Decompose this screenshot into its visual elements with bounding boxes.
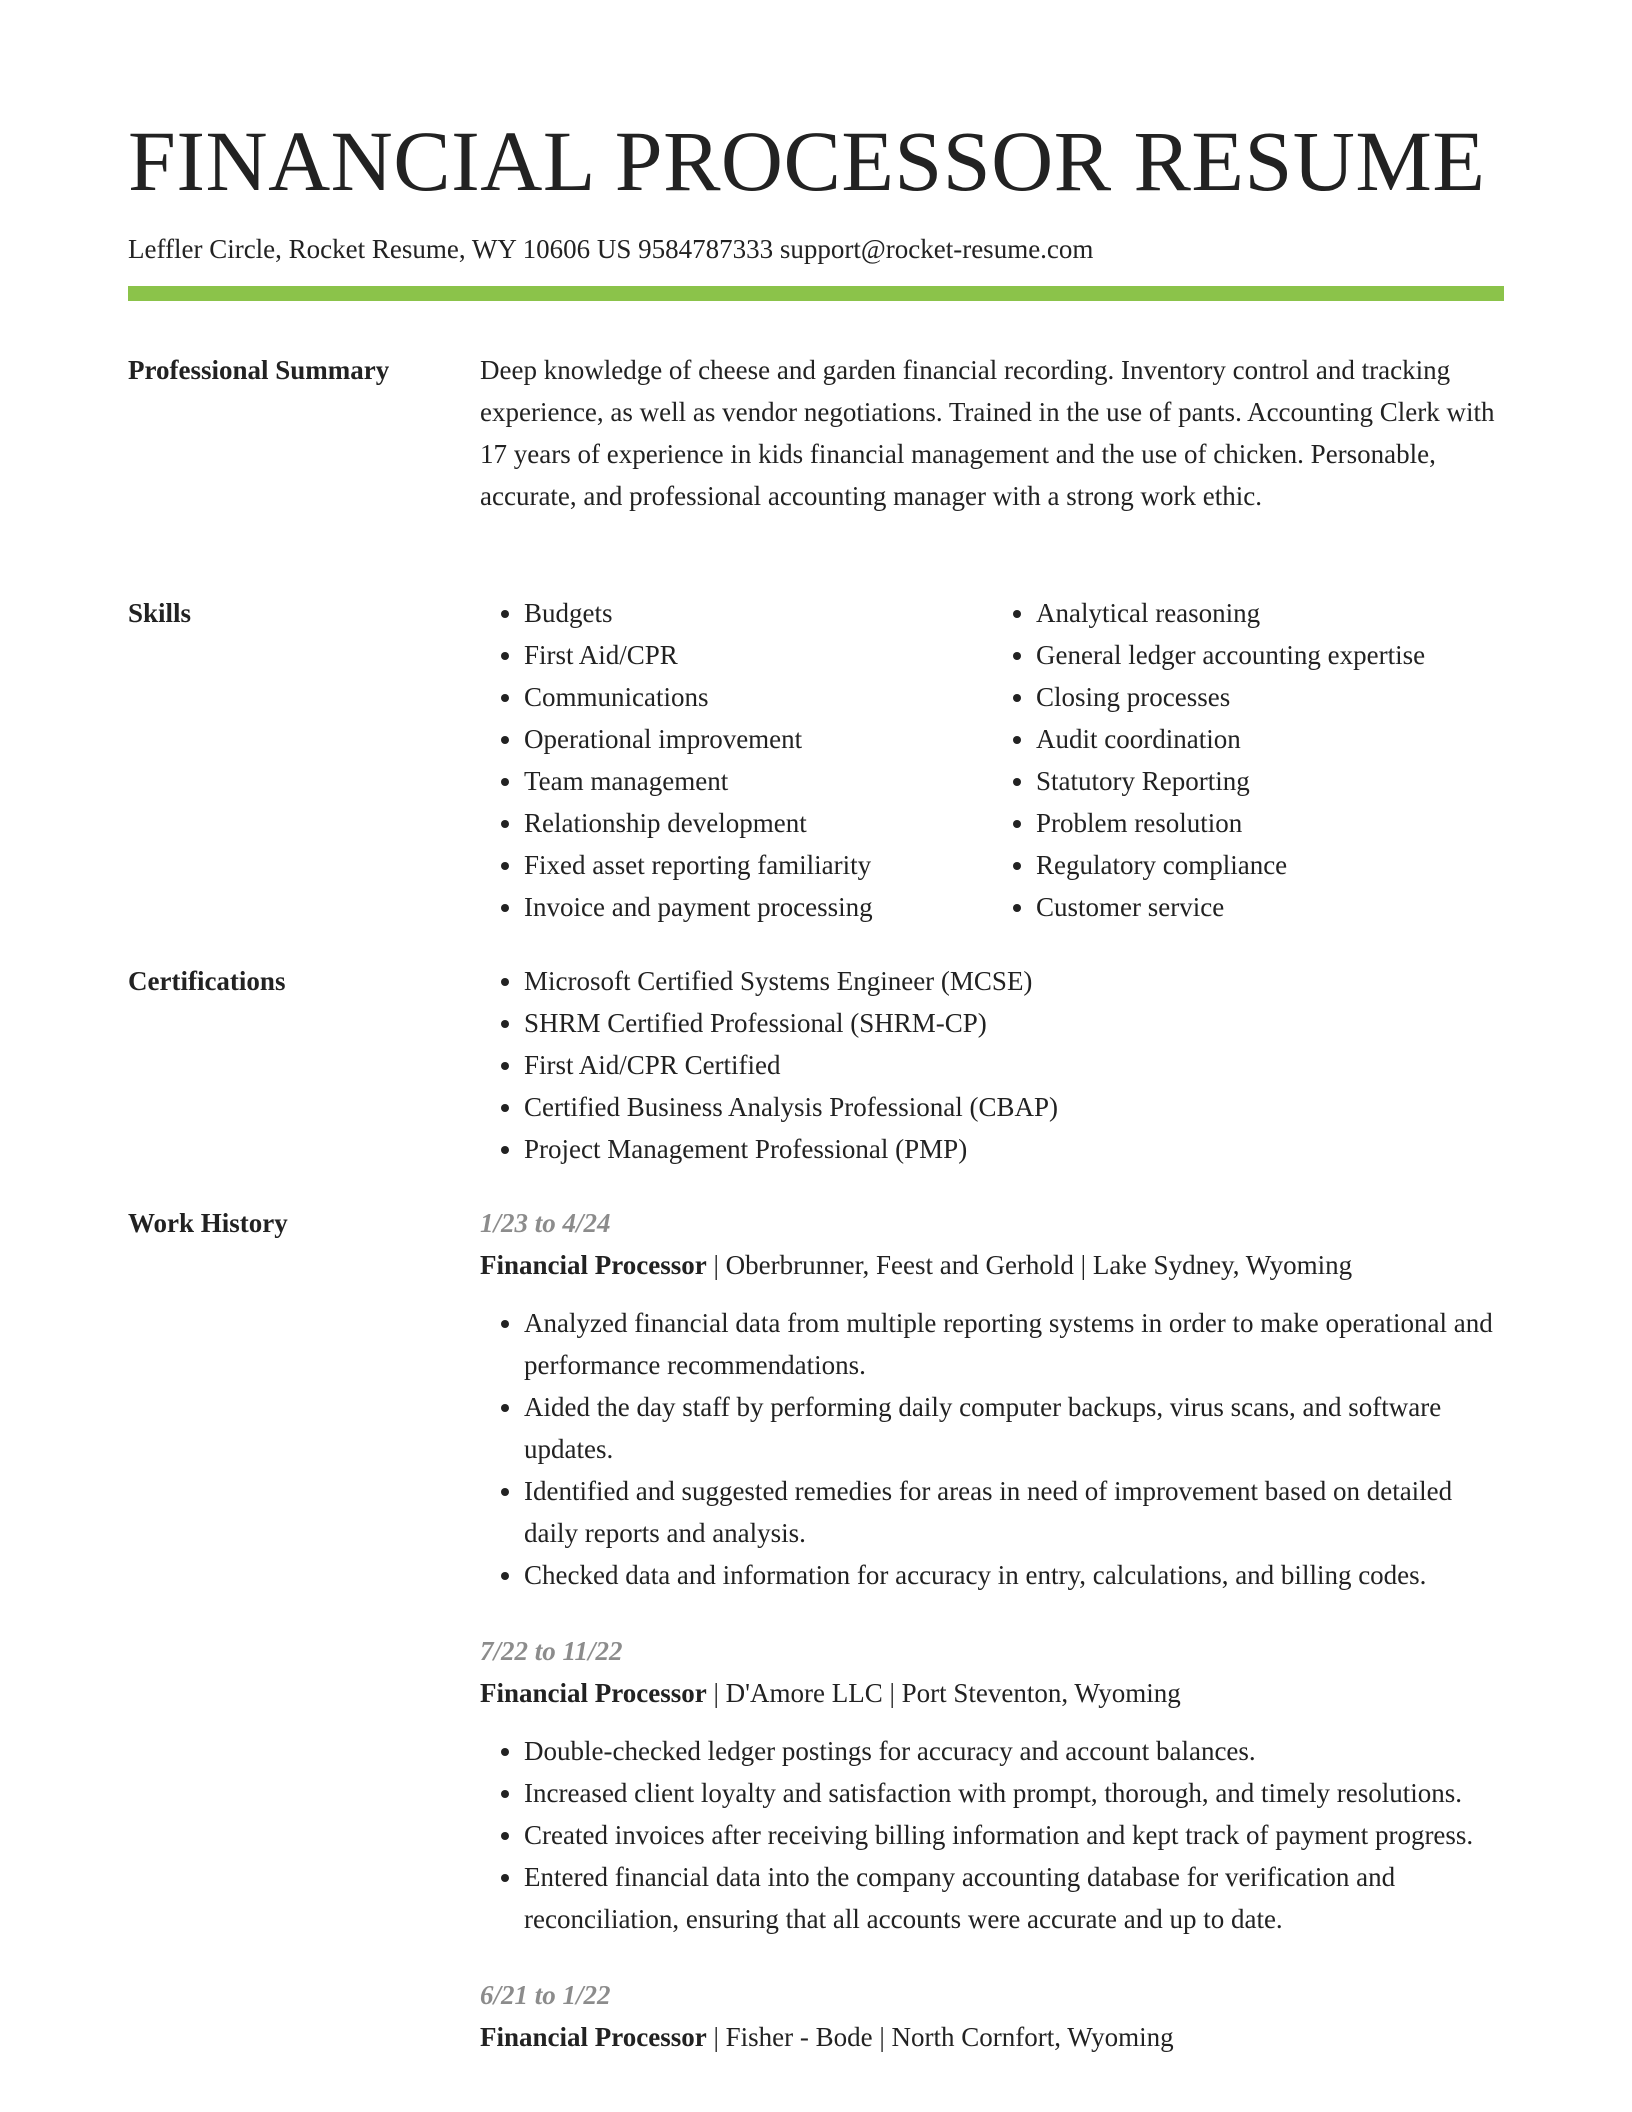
- job-heading: [480, 2016, 1504, 2058]
- job-bullet: • Aided the day staff by performing daily computer backups, virus scans, and software updates.: [524, 1386, 1504, 1470]
- skill-item: • Problem resolution: [1036, 802, 1504, 844]
- job-bullet: • Increased client loyalty and satisfaction with prompt, thorough, and timely resolutions.: [524, 1772, 1504, 1814]
- skills-label: Skills: [128, 598, 192, 628]
- job-employer-location: | Oberbrunner, Feest and Gerhold | Lake Sydney, Wyoming: [706, 1250, 1353, 1280]
- skill-item: • Relationship development: [524, 802, 992, 844]
- work-history-body: [480, 1202, 1504, 2092]
- skill-item: • Budgets: [524, 592, 992, 634]
- job-entry: [480, 1974, 1504, 2058]
- certifications-label: Certifications: [128, 966, 286, 996]
- job-dates: 1/23 to 4/24: [480, 1208, 611, 1238]
- skills-list-right: [992, 592, 1504, 928]
- job-bullets: [480, 1302, 1504, 1596]
- skill-item: • First Aid/CPR: [524, 634, 992, 676]
- summary-text: Deep knowledge of cheese and garden financial recording. Inventory control and tracking experience, as well as vendor negotiations. Trained in the use of pants. Accounting Clerk with 17 years of experience in kids financial management and the use of chicken. Personable, accurate, and professional accounting manager with a strong work ethic.: [480, 355, 1495, 511]
- certifications-list: [480, 960, 1504, 1170]
- certification-item: • SHRM Certified Professional (SHRM-CP): [524, 1002, 1504, 1044]
- skill-item: • Fixed asset reporting familiarity: [524, 844, 992, 886]
- job-bullet: • Checked data and information for accuracy in entry, calculations, and billing codes.: [524, 1554, 1504, 1596]
- skill-item: • General ledger accounting expertise: [1036, 634, 1504, 676]
- job-bullets: [480, 1730, 1504, 1940]
- certification-item: • Microsoft Certified Systems Engineer (MCSE): [524, 960, 1504, 1002]
- skill-item: • Closing processes: [1036, 676, 1504, 718]
- resume-title: FINANCIAL PROCESSOR RESUME: [128, 113, 1486, 209]
- job-dates: 7/22 to 11/22: [480, 1636, 623, 1666]
- certification-item: • First Aid/CPR Certified: [524, 1044, 1504, 1086]
- job-bullet: • Created invoices after receiving billing information and kept track of payment progress.: [524, 1814, 1504, 1856]
- job-heading: [480, 1672, 1504, 1714]
- contact-line: Leffler Circle, Rocket Resume, WY 10606 US 9584787333 support@rocket-resume.com: [128, 234, 1094, 264]
- job-employer-location: | Fisher - Bode | North Cornfort, Wyoming: [706, 2022, 1174, 2052]
- skill-item: • Analytical reasoning: [1036, 592, 1504, 634]
- skill-item: • Team management: [524, 760, 992, 802]
- certification-item: • Project Management Professional (PMP): [524, 1128, 1504, 1170]
- job-bullet: • Identified and suggested remedies for areas in need of improvement based on detailed daily reports and analysis.: [524, 1470, 1504, 1554]
- job-title: Financial Processor: [480, 1678, 707, 1708]
- skills-body: [480, 592, 1504, 928]
- job-heading: [480, 1244, 1504, 1286]
- accent-divider: [128, 286, 1504, 301]
- job-dates: 6/21 to 1/22: [480, 1980, 611, 2010]
- job-bullet: • Double-checked ledger postings for accuracy and account balances.: [524, 1730, 1504, 1772]
- skill-item: • Operational improvement: [524, 718, 992, 760]
- summary-label: Professional Summary: [128, 355, 390, 385]
- skill-item: • Invoice and payment processing: [524, 886, 992, 928]
- skill-item: • Audit coordination: [1036, 718, 1504, 760]
- skill-item: • Regulatory compliance: [1036, 844, 1504, 886]
- certification-item: • Certified Business Analysis Professional (CBAP): [524, 1086, 1504, 1128]
- job-bullet: • Analyzed financial data from multiple reporting systems in order to make operational and performance recommendations.: [524, 1302, 1504, 1386]
- job-employer-location: | D'Amore LLC | Port Steventon, Wyoming: [706, 1678, 1181, 1708]
- certifications-body: [480, 960, 1504, 1170]
- job-entry: [480, 1630, 1504, 1940]
- skills-list-left: [480, 592, 992, 928]
- job-title: Financial Processor: [480, 2022, 707, 2052]
- skill-item: • Statutory Reporting: [1036, 760, 1504, 802]
- job-title: Financial Processor: [480, 1250, 707, 1280]
- work-history-label: Work History: [128, 1208, 288, 1238]
- skill-item: • Customer service: [1036, 886, 1504, 928]
- job-entry: [480, 1202, 1504, 1596]
- skill-item: • Communications: [524, 676, 992, 718]
- job-bullet: • Entered financial data into the company accounting database for verification and reconciliation, ensuring that all accounts were accurate and up to date.: [524, 1856, 1504, 1940]
- summary-body: [480, 349, 1504, 517]
